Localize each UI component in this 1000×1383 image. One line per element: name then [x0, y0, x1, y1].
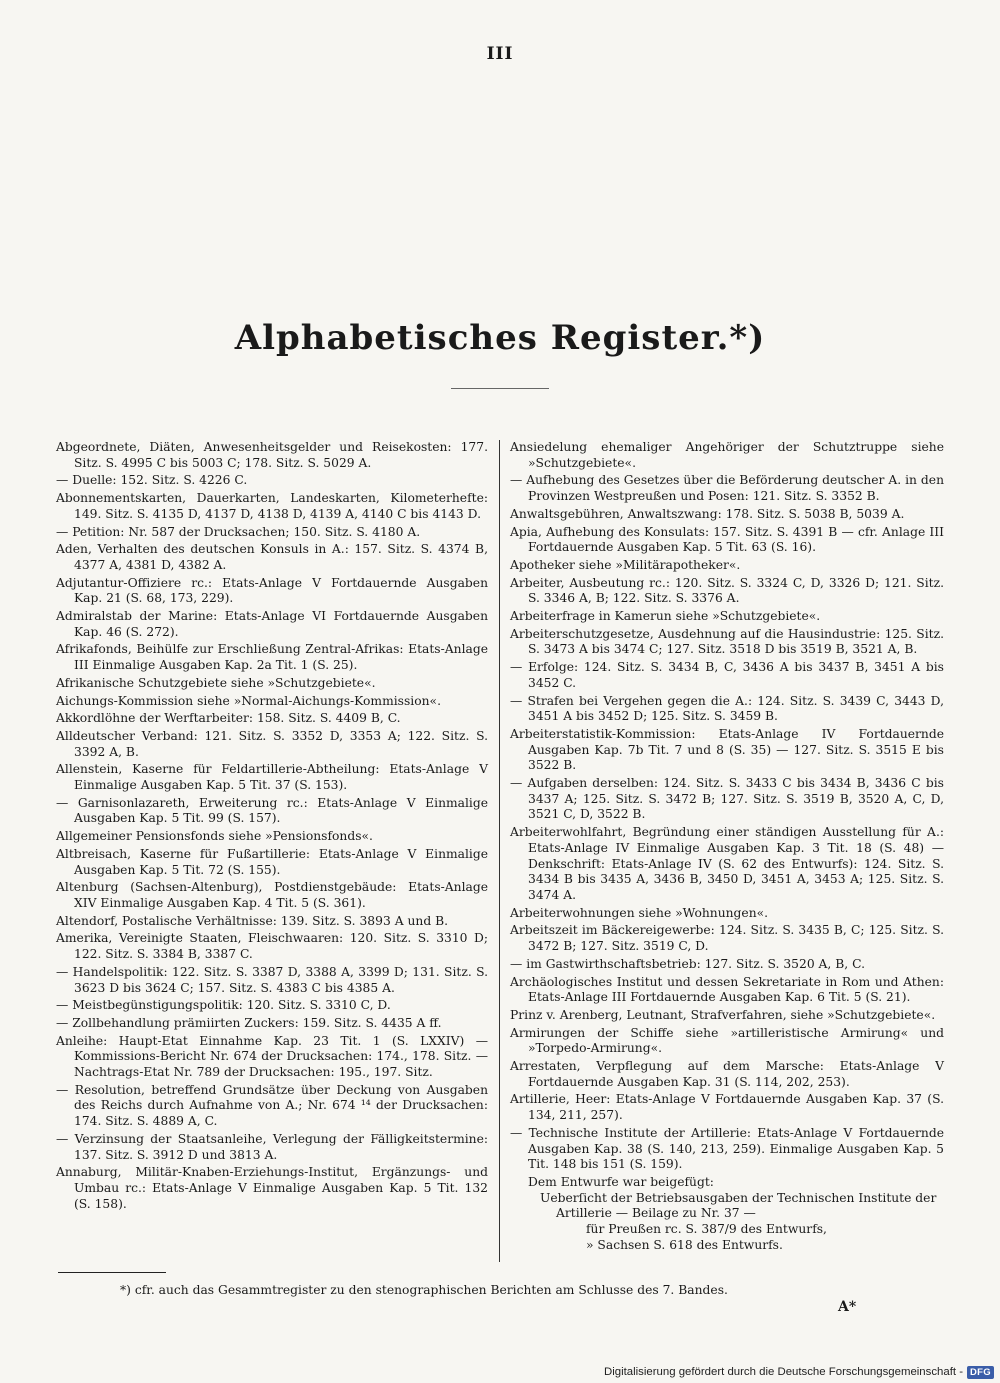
register-entry: Admiralstab der Marine: Etats-Anlage VI Fortdauernde Ausgaben Kap. 46 (S. 272). [56, 609, 488, 639]
register-entry: Arbeiterfrage in Kamerun siehe »Schutzgebiete«. [510, 609, 821, 624]
register-entry: Anleihe: Haupt-Etat Einnahme Kap. 23 Tit. 1 (S. LXXIV) — Kommissions-Bericht Nr. 674 der Drucksachen: 174., 178. Sitz. — Nachtrags-Etat Nr. 789 der Drucksachen: 195., 197. Sitz. [56, 1033, 488, 1080]
page-number: III [486, 44, 514, 64]
appendix-note-line: Artillerie — Beilage zu Nr. 37 — [556, 1206, 756, 1221]
register-entry: — Aufhebung des Gesetzes über die Beförderung deutscher A. in den Provinzen Westpreußen und Posen: 121. Sitz. S. 3352 B. [510, 473, 944, 504]
register-entry: Altenburg (Sachsen-Altenburg), Postdienstgebäude: Etats-Anlage XIV Einmalige Ausgaben Kap. 4 Tit. 5 (S. 361). [56, 880, 488, 910]
register-entry: — Meistbegünstigungspolitik: 120. Sitz. S. 3310 C, D. [56, 998, 391, 1013]
register-entry: Allenstein, Kaserne für Feldartillerie-Abtheilung: Etats-Anlage V Einmalige Ausgaben Kap. 5 Tit. 37 (S. 153). [56, 762, 488, 793]
register-entry: — Erfolge: 124. Sitz. S. 3434 B, C, 3436 A bis 3437 B, 3451 A bis 3452 C. [510, 660, 944, 690]
funding-notice-text: Digitalisierung gefördert durch die Deutsche Forschungsgemeinschaft - [604, 1366, 963, 1378]
register-entry: — Technische Institute der Artillerie: Etats-Anlage V Fortdauernde Ausgaben Kap. 38 (S. 140, 213, 259). Einmalige Ausgaben Kap. 5 Tit. 148 bis 151 (S. 159). [510, 1125, 944, 1172]
register-entry: Anwaltsgebühren, Anwaltszwang: 178. Sitz. S. 5038 B, 5039 A. [510, 506, 905, 521]
left-column [56, 440, 488, 1214]
register-entry: Abgeordnete, Diäten, Anwesenheitsgelder und Reisekosten: 177. Sitz. S. 4995 C bis 5003 C; 178. Sitz. S. 5029 A. [56, 440, 488, 470]
appendix-note-line: » Sachsen S. 618 des Entwurfs. [586, 1237, 783, 1252]
right-column [510, 440, 944, 1253]
page-title: Alphabetisches Register.*) [234, 318, 766, 358]
register-entry: Akkordlöhne der Werftarbeiter: 158. Sitz. S. 4409 B, C. [56, 711, 401, 726]
register-entry: Prinz v. Arenberg, Leutnant, Strafverfahren, siehe »Schutzgebiete«. [510, 1007, 936, 1022]
register-entry: — Aufgaben derselben: 124. Sitz. S. 3433 C bis 3434 B, 3436 C bis 3437 A; 125. Sitz. S. 3472 B; 127. Sitz. S. 3519 B, 3520 A, C, D, 3521 C, D, 3522 B. [510, 776, 944, 822]
footnote-divider [58, 1272, 166, 1273]
register-entry: Afrikafonds, Beihülfe zur Erschließung Zentral-Afrikas: Etats-Anlage III Einmalige Ausgaben Kap. 2a Tit. 1 (S. 25). [56, 642, 488, 673]
register-entry: Ansiedelung ehemaliger Angehöriger der Schutztruppe siehe »Schutzgebiete«. [510, 440, 944, 470]
register-entry: — Zollbehandlung prämiirten Zuckers: 159. Sitz. S. 4435 A ff. [56, 1015, 442, 1030]
register-entry: Afrikanische Schutzgebiete siehe »Schutzgebiete«. [56, 675, 376, 690]
register-entry: — im Gastwirthschaftsbetrieb: 127. Sitz. S. 3520 A, B, C. [510, 956, 865, 971]
register-entry: Arbeiterstatistik-Kommission: Etats-Anlage IV Fortdauernde Ausgaben Kap. 7b Tit. 7 und 8 (S. 35) — 127. Sitz. S. 3515 E bis 3522 B. [510, 726, 944, 773]
register-entry: Amerika, Vereinigte Staaten, Fleischwaaren: 120. Sitz. S. 3310 D; 122. Sitz. S. 3384 B, 3387 C. [56, 931, 488, 962]
register-entry: Apia, Aufhebung des Konsulats: 157. Sitz. S. 4391 B — cfr. Anlage III Fortdauernde Ausgaben Kap. 5 Tit. 63 (S. 16). [510, 524, 944, 555]
register-entry: Arbeiterwohlfahrt, Begründung einer ständigen Ausstellung für A.: Etats-Anlage IV Einmalige Ausgaben Kap. 3 Tit. 18 (S. 48) — Denkschrift: Etats-Anlage IV (S. 62 des Entwurfs): 124. Sitz. S. 3434 B bis 3435 A, 3436 B, 3450 D, 3451 A, 3453 A; 125. Sitz. S. 3474 A. [510, 825, 944, 902]
register-entry: — Resolution, betreffend Grundsätze über Deckung von Ausgaben des Reichs durch Aufnahme von A.; Nr. 674 ¹⁴ der Drucksachen: 174. Sitz. S. 4889 A, C. [56, 1082, 488, 1129]
funding-notice [604, 1364, 991, 1380]
register-entry: — Verzinsung der Staatsanleihe, Verlegung der Fälligkeitstermine: 137. Sitz. S. 3912 D und 3813 A. [56, 1131, 488, 1162]
appendix-note-line: Ueberſicht der Betriebsausgaben der Technischen Institute der [540, 1190, 937, 1205]
register-entry: Annaburg, Militär-Knaben-Erziehungs-Institut, Ergänzungs- und Umbau rc.: Etats-Anlage V Einmalige Ausgaben Kap. 5 Tit. 132 (S. 158). [56, 1165, 488, 1211]
register-entry: Arbeitszeit im Bäckereigewerbe: 124. Sitz. S. 3435 B, C; 125. Sitz. S. 3472 B; 127. Sitz. 3519 C, D. [510, 923, 944, 954]
register-entry: — Petition: Nr. 587 der Drucksachen; 150. Sitz. S. 4180 A. [56, 524, 421, 539]
register-entry: Adjutantur-Offiziere rc.: Etats-Anlage V Fortdauernde Ausgaben Kap. 21 (S. 68, 173, 229). [56, 575, 488, 606]
register-entry: Archäologisches Institut und dessen Sekretariate in Rom und Athen: Etats-Anlage III Fortdauernde Ausgaben Kap. 6 Tit. 5 (S. 21). [510, 974, 944, 1005]
appendix-note [510, 1175, 944, 1254]
register-entry: Alldeutscher Verband: 121. Sitz. S. 3352 D, 3353 A; 122. Sitz. S. 3392 A, B. [56, 728, 488, 759]
footnote: *) cfr. auch das Gesammtregister zu den stenographischen Berichten am Schlusse des 7. Bandes. [120, 1283, 728, 1297]
register-entry: Artillerie, Heer: Etats-Anlage V Fortdauernde Ausgaben Kap. 37 (S. 134, 211, 257). [510, 1092, 944, 1123]
register-entry: Arbeiter, Ausbeutung rc.: 120. Sitz. S. 3324 C, D, 3326 D; 121. Sitz. S. 3346 A, B; 122. Sitz. S. 3376 A. [510, 575, 944, 606]
register-entry: — Garnisonlazareth, Erweiterung rc.: Etats-Anlage V Einmalige Ausgaben Kap. 5 Tit. 99 (S. 157). [56, 795, 488, 826]
register-entry: Abonnementskarten, Dauerkarten, Landeskarten, Kilometerhefte: 149. Sitz. S. 4135 D, 4137 D, 4138 D, 4139 A, 4140 C bis 4143 D. [56, 491, 488, 521]
register-entry: — Strafen bei Vergehen gegen die A.: 124. Sitz. S. 3439 C, 3443 D, 3451 A bis 3452 D; 125. Sitz. S. 3459 B. [510, 693, 944, 724]
register-entry: Altbreisach, Kaserne für Fußartillerie: Etats-Anlage V Einmalige Ausgaben Kap. 5 Tit. 72 (S. 155). [56, 846, 488, 877]
register-entry: — Duelle: 152. Sitz. S. 4226 C. [56, 473, 248, 488]
appendix-note-intro: Dem Entwurfe war beigefügt: [528, 1174, 714, 1189]
register-entry: — Handelspolitik: 122. Sitz. S. 3387 D, 3388 A, 3399 D; 131. Sitz. S. 3623 D bis 3624 C; 157. Sitz. S. 4383 C bis 4385 A. [56, 964, 488, 995]
register-entry: Arrestaten, Verpflegung auf dem Marsche: Etats-Anlage V Fortdauernde Ausgaben Kap. 31 (S. 114, 202, 253). [510, 1059, 944, 1089]
register-entry: Arbeiterschutzgesetze, Ausdehnung auf die Hausindustrie: 125. Sitz. S. 3473 A bis 3474 C; 127. Sitz. 3518 D bis 3519 B, 3521 A, B. [510, 626, 944, 657]
register-entry: Altendorf, Postalische Verhältnisse: 139. Sitz. S. 3893 A und B. [56, 913, 449, 928]
signature-mark: A* [838, 1299, 857, 1315]
dfg-logo: DFG [967, 1366, 994, 1379]
appendix-note-line: für Preußen rc. S. 387/9 des Entwurfs, [586, 1222, 827, 1237]
register-entry: Aichungs-Kommission siehe »Normal-Aichungs-Kommission«. [56, 693, 441, 708]
title-divider [451, 388, 549, 389]
register-entry: Aden, Verhalten des deutschen Konsuls in A.: 157. Sitz. S. 4374 B, 4377 A, 4381 D, 4382 A. [56, 542, 488, 572]
register-entry: Allgemeiner Pensionsfonds siehe »Pensionsfonds«. [56, 829, 373, 844]
register-entry: Arbeiterwohnungen siehe »Wohnungen«. [510, 905, 769, 920]
column-divider [499, 440, 500, 1262]
register-entry: Apotheker siehe »Militärapotheker«. [510, 557, 741, 572]
register-entry: Armirungen der Schiffe siehe »artilleristische Armirung« und »Torpedo-Armirung«. [510, 1025, 944, 1056]
